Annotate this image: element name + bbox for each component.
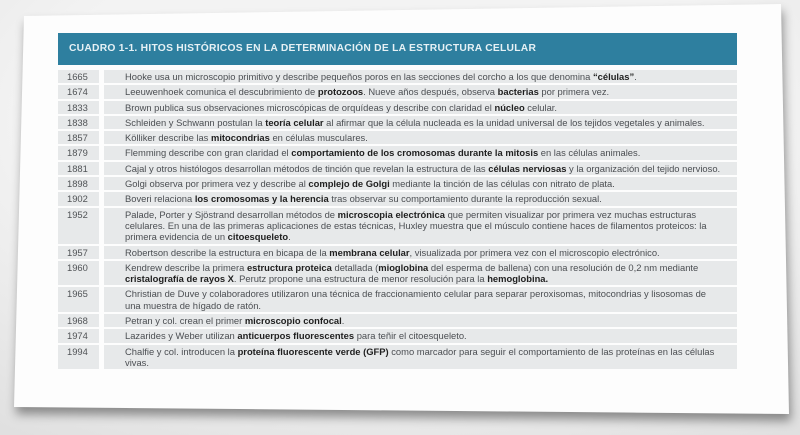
row-description: Christian de Duve y colaboradores utilizaron una técnica de fraccionamiento celular para separar peroxisomas, mitocondrias y lisosomas de una muestra de hígado de ratón.	[104, 287, 737, 312]
row-year: 1881	[58, 162, 99, 175]
row-description: Robertson describe la estructura en bicapa de la membrana celular, visualizada por primera vez con el microscopio electrónico.	[104, 246, 737, 259]
row-description: Hooke usa un microscopio primitivo y describe pequeños poros en las secciones del corcho a los que denomina “células”.	[104, 70, 737, 83]
row-description: Schleiden y Schwann postulan la teoría celular al afirmar que la célula nucleada es la unidad universal de los tejidos vegetales y animales.	[104, 116, 737, 129]
row-description: Petran y col. crean el primer microscopio confocal.	[104, 314, 737, 327]
row-year: 1968	[58, 314, 99, 327]
table-row	[58, 162, 737, 175]
table-row	[58, 177, 737, 190]
row-year: 1994	[58, 345, 99, 370]
row-description: Flemming describe con gran claridad el comportamiento de los cromosomas durante la mitosis en las células animales.	[104, 146, 737, 159]
table-title: CUADRO 1-1. HITOS HISTÓRICOS EN LA DETERMINACIÓN DE LA ESTRUCTURA CELULAR	[58, 33, 737, 65]
table-row	[58, 261, 737, 286]
row-year: 1857	[58, 131, 99, 144]
row-year: 1902	[58, 192, 99, 205]
row-year: 1957	[58, 246, 99, 259]
historical-milestones-table	[58, 33, 737, 371]
table-row	[58, 287, 737, 312]
row-description: Cajal y otros histólogos desarrollan métodos de tinción que revelan la estructura de las células nerviosas y la organización del tejido nervioso.	[104, 162, 737, 175]
table-body	[58, 70, 737, 369]
row-year: 1898	[58, 177, 99, 190]
table-row	[58, 146, 737, 159]
table-row	[58, 70, 737, 83]
row-year: 1665	[58, 70, 99, 83]
table-row	[58, 314, 737, 327]
table-row	[58, 345, 737, 370]
row-year: 1833	[58, 101, 99, 114]
row-year: 1965	[58, 287, 99, 312]
row-description: Boveri relaciona los cromosomas y la herencia tras observar su comportamiento durante la reproducción sexual.	[104, 192, 737, 205]
table-row	[58, 131, 737, 144]
row-description: Brown publica sus observaciones microscópicas de orquídeas y describe con claridad el núcleo celular.	[104, 101, 737, 114]
row-year: 1952	[58, 208, 99, 244]
table-row	[58, 85, 737, 98]
row-description: Kendrew describe la primera estructura proteica detallada (mioglobina del esperma de ballena) con una resolución de 0,2 nm mediante cristalografía de rayos X. Perutz propone una estructura de menor resolución para la hemoglobina.	[104, 261, 737, 286]
row-year: 1960	[58, 261, 99, 286]
table-row	[58, 208, 737, 244]
row-year: 1838	[58, 116, 99, 129]
row-description: Golgi observa por primera vez y describe al complejo de Golgi mediante la tinción de las células con nitrato de plata.	[104, 177, 737, 190]
table-row	[58, 329, 737, 342]
row-description: Lazarides y Weber utilizan anticuerpos fluorescentes para teñir el citoesqueleto.	[104, 329, 737, 342]
table-row	[58, 116, 737, 129]
row-year: 1974	[58, 329, 99, 342]
row-description: Kölliker describe las mitocondrias en células musculares.	[104, 131, 737, 144]
row-description: Palade, Porter y Sjöstrand desarrollan métodos de microscopia electrónica que permiten visualizar por primera vez muchas estructuras celulares. En una de las primeras aplicaciones de estas técnicas, Huxley muestra que el músculo contiene haces de filamentos proteicos: la primera evidencia de un citoesqueleto.	[104, 208, 737, 244]
row-description: Leeuwenhoek comunica el descubrimiento de protozoos. Nueve años después, observa bacterias por primera vez.	[104, 85, 737, 98]
table-row	[58, 246, 737, 259]
row-description: Chalfie y col. introducen la proteína fluorescente verde (GFP) como marcador para seguir el comportamiento de las proteínas en las células vivas.	[104, 345, 737, 370]
row-year: 1879	[58, 146, 99, 159]
row-year: 1674	[58, 85, 99, 98]
table-row	[58, 101, 737, 114]
table-row	[58, 192, 737, 205]
